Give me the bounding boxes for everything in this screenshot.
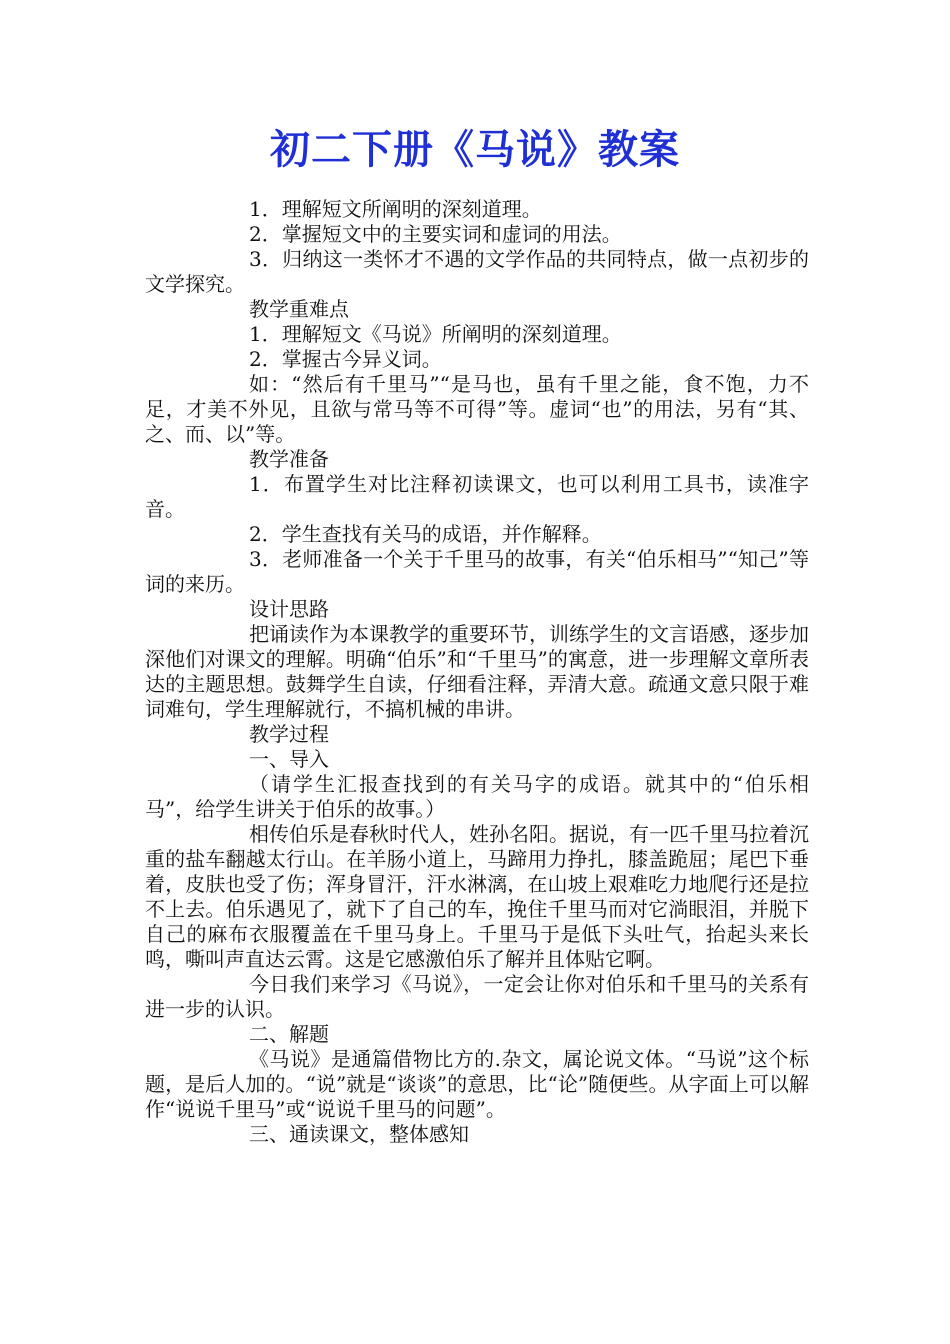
document-body (145, 197, 809, 1147)
section-heading-preparation: 教学准备 (249, 447, 329, 471)
section-heading-process: 教学过程 (249, 722, 329, 746)
title-explanation-paragraph: 《马说》是通篇借物比方的.杂文，属论说文体。“马说”这个标题，是后人加的。“说”就是“谈谈”的意思，比“论”随便些。从字面上可以解作“说说千里马”或“说说千里马的问题”。 (145, 1047, 809, 1121)
section-heading-design: 设计思路 (249, 597, 329, 621)
subheading-reading: 三、通读课文，整体感知 (249, 1122, 469, 1146)
introduction-note: （请学生汇报查找到的有关马字的成语。就其中的“伯乐相马”，给学生讲关于伯乐的故事。） (145, 772, 809, 821)
preparation-3: 3．老师准备一个关于千里马的故事，有关“伯乐相马”“知己”等词的来历。 (145, 547, 809, 596)
section-heading-key-points: 教学重难点 (249, 297, 349, 321)
subheading-introduction: 一、导入 (249, 747, 329, 771)
key-point-1: 1．理解短文《马说》所阐明的深刻道理。 (249, 322, 622, 346)
objective-3: 3．归纳这一类怀才不遇的文学作品的共同特点，做一点初步的文学探究。 (145, 247, 809, 296)
document-title: 初二下册《马说》教案 (270, 126, 680, 173)
design-paragraph: 把诵读作为本课教学的重要环节，训练学生的文言语感，逐步加深他们对课文的理解。明确“伯乐”和“千里马”的寓意，进一步理解文章所表达的主题思想。鼓舞学生自读，仔细看注释，弄清大意。疏通文意只限于难词难句，学生理解就行，不搞机械的串讲。 (145, 622, 809, 721)
bole-story-paragraph: 相传伯乐是春秋时代人，姓孙名阳。据说，有一匹千里马拉着沉重的盐车翻越太行山。在羊肠小道上，马蹄用力挣扎，膝盖跪屈；尾巴下垂着，皮肤也受了伤；浑身冒汗，汗水淋漓，在山坡上艰难吃力地爬行还是拉不上去。伯乐遇见了，就下了自己的车，挽住千里马而对它淌眼泪，并脱下自己的麻布衣服覆盖在千里马身上。千里马于是低下头吐气，抬起头来长鸣，嘶叫声直达云霄。这是它感激伯乐了解并且体贴它啊。 (145, 822, 809, 971)
preparation-2: 2．学生查找有关马的成语，并作解释。 (249, 522, 602, 546)
preparation-1: 1．布置学生对比注释初读课文，也可以利用工具书，读准字音。 (145, 472, 809, 521)
transition-paragraph: 今日我们来学习《马说》，一定会让你对伯乐和千里马的关系有进一步的认识。 (145, 972, 809, 1021)
key-point-2: 2．掌握古今异义词。 (249, 347, 442, 371)
objective-1: 1．理解短文所阐明的深刻道理。 (249, 197, 542, 221)
key-point-example: 如：“然后有千里马”“是马也，虽有千里之能，食不饱，力不足，才美不外见，且欲与常马等不可得”等。虚词“也”的用法，另有“其、之、而、以”等。 (145, 372, 809, 446)
subheading-title-explanation: 二、解题 (249, 1022, 329, 1046)
objective-2: 2．掌握短文中的主要实词和虚词的用法。 (249, 222, 622, 246)
